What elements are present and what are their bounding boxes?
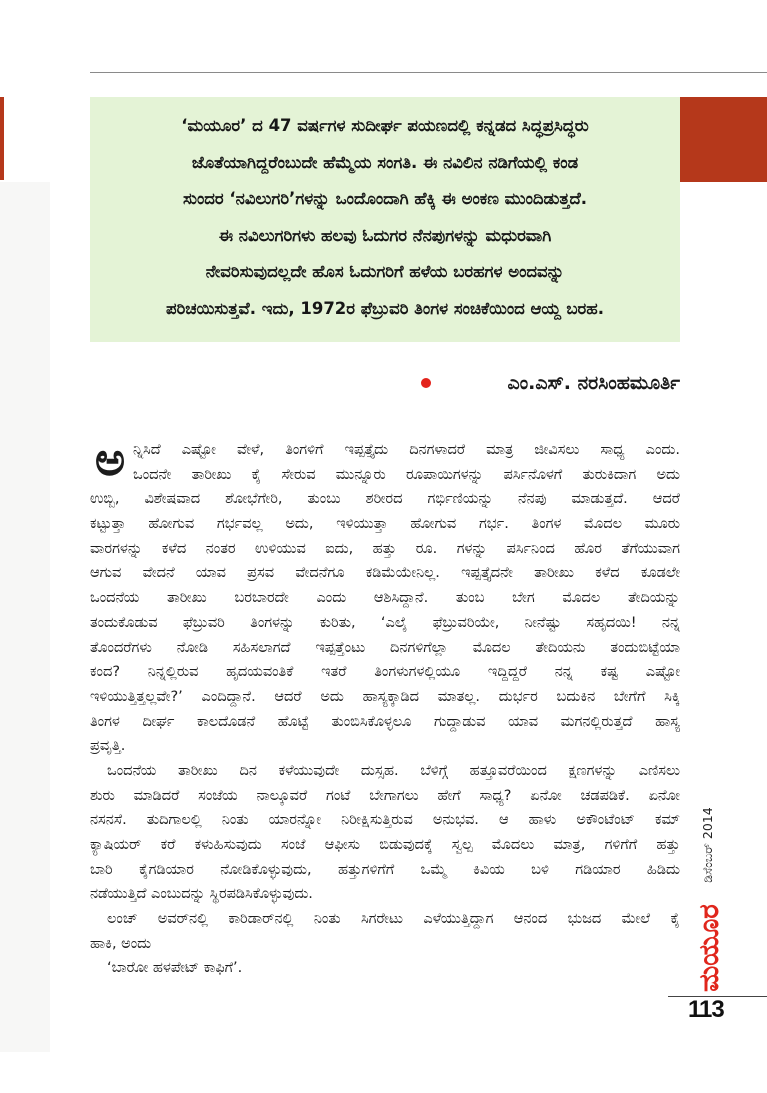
article-line: ಪ್ರವೃತ್ತಿ. [90,738,126,755]
top-rule [90,72,767,73]
article-line: ಉಬ್ಬಿ, ವಿಶೇಷವಾದ ಶೋಭೆಗೇರಿ, ತುಂಬು ಶರೀರದ ಗರ್ಭಿಣಿಯನ್ನು ನೆನಪು ಮಾಡುತ್ತದೆ. ಆದರೆ [90,491,680,508]
author-name: ಎಂ.ಎಸ್. ನರಸಿಂಹಮೂರ್ತಿ [507,372,680,394]
intro-line: ಈ ನವಿಲುಗರಿಗಳು ಹಲವು ಓದುಗರ ನೆನಪುಗಳನ್ನು ಮಧುರವಾಗಿ [218,225,552,245]
drop-cap: ಅ [94,434,126,484]
article-line: ಲಂಚ್ ಅವರ್‌ನಲ್ಲಿ ಕಾರಿಡಾರ್‌ನಲ್ಲಿ ನಿಂತು ಸಿಗರೇಟು ಎಳೆಯುತ್ತಿದ್ದಾಗ ಆನಂದ ಭುಜದ ಮೇಲೆ ಕೈ [107,911,680,928]
article-line: ‘ಬಾರೋ ಹಳಪೇಟ್ ಕಾಫಿಗೆ’. [107,960,243,977]
article-line: ಒಂದನೇ ತಾರೀಖು ಕೈ ಸೇರುವ ಮುನ್ನೂರು ರೂಪಾಯಿಗಳನ್ನು ಪರ್ಸಿನೊಳಗೆ ತುರುಕಿದಾಗ ಅದು [133,466,680,483]
intro-box [90,97,680,342]
issue-date: ಡಿಸೆಂಬರ್ 2014 [700,807,715,883]
article-line: ಒಂದನೆಯ ತಾರೀಖು ದಿನ ಕಳೆಯುವುದೇ ದುಸ್ಸಹ. ಬೆಳಿಗ್ಗೆ ಹತ್ತೂವರೆಯಿಂದ ಕ್ಷಣಗಳನ್ನು ಎಣಿಸಲು [107,762,680,779]
intro-line: ಸುಂದರ ‘ನವಿಲುಗರಿ’ಗಳನ್ನು ಒಂದೊಂದಾಗಿ ಹೆಕ್ಕಿ ಈ ಅಂಕಣ ಮುಂದಿಡುತ್ತದೆ. [182,189,588,208]
article-line: ಕಂದ? ನಿನ್ನಲ್ಲಿರುವ ಹೃದಯವಂತಿಕೆ ಇತರೆ ತಿಂಗಳುಗಳಲ್ಲಿಯೂ ಇದ್ದಿದ್ದರೆ ನನ್ನ ಕಷ್ಟ ಎಷ್ಟೋ [90,664,680,681]
bullet-dot-icon [421,378,431,388]
scan-margin-band [0,182,50,1052]
intro-line: ಜೊತೆಯಾಗಿದ್ದರೆಂಬುದೇ ಹೆಮ್ಮೆಯ ಸಂಗತಿ. ಈ ನವಿಲಿನ ನಡಿಗೆಯಲ್ಲಿ ಕಂಡ [191,152,579,172]
article-line: ನ್ನಿಸಿದೆ ಎಷ್ಟೋ ವೇಳೆ, ತಿಂಗಳಿಗೆ ಇಪ್ಪತ್ತೈದು ದಿನಗಳಾದರೆ ಮಾತ್ರ ಜೀವಿಸಲು ಸಾಧ್ಯ ಎಂದು. [133,442,680,458]
article-line: ಬಾರಿ ಕೈಗಡಿಯಾರ ನೋಡಿಕೊಳ್ಳುವುದು, ಹತ್ತುಗಳಿಗೆಗೆ ಒಮ್ಮೆ ಕಿವಿಯ ಬಳಿ ಗಡಿಯಾರ ಹಿಡಿದು [90,861,680,878]
left-accent-strip [0,97,4,180]
article-line: ತಿಂಗಳ ದೀರ್ಘ ಕಾಲದೊಡನೆ ಹೊಟ್ಟೆ ತುಂಬಿಸಿಕೊಳ್ಳಲೂ ಗುದ್ದಾಡುವ ಯಾವ ಮಗನಲ್ಲಿರುತ್ತದೆ ಹಾಸ್ಯ [90,713,680,730]
intro-line: ‘ಮಯೂರ’ ದ 47 ವರ್ಷಗಳ ಸುದೀರ್ಘ ಪಯಣದಲ್ಲಿ ಕನ್ನಡದ ಸಿದ್ಧಪ್ರಸಿದ್ಧರು [181,116,589,135]
article-line: ಆಗುವ ವೇದನೆ ಯಾವ ಪ್ರಸವ ವೇದನೆಗೂ ಕಡಿಮೆಯೇನಿಲ್ಲ. ಇಪ್ಪತ್ತೈದನೇ ತಾರೀಖು ಕಳೆದ ಕೂಡಲೇ [90,565,680,582]
article-line: ಒಂದನೆಯ ತಾರೀಖು ಬರಬಾರದೇ ಎಂದು ಆಶಿಸಿದ್ದಾನೆ. ತುಂಬ ಬೇಗ ಮೊದಲ ತೇದಿಯನ್ನು [90,590,680,607]
article-line: ನಸನಸೆ. ತುದಿಗಾಲಲ್ಲಿ ನಿಂತು ಯಾರನ್ನೋ ನಿರೀಕ್ಷಿಸುತ್ತಿರುವ ಅನುಭವ. ಆ ಹಾಳು ಅಕೌಂಟೆಂಟ್ ಕಮ್ [90,812,680,829]
intro-line: ನೇವರಿಸುವುದಲ್ಲದೇ ಹೊಸ ಓದುಗರಿಗೆ ಹಳೆಯ ಬರಹಗಳ ಅಂದವನ್ನು [205,262,565,281]
byline [421,368,680,398]
intro-line: ಪರಿಚಯಿಸುತ್ತವೆ. ಇದು, 1972ರ ಫೆಬ್ರುವರಿ ತಿಂಗಳ ಸಂಚಿಕೆಯಿಂದ ಆಯ್ದ ಬರಹ. [166,298,604,318]
magazine-logo: ಮಯೂರ [693,904,725,992]
article-line: ಕಟ್ಟುತ್ತಾ ಹೋಗುವ ಗರ್ಭವಲ್ಲ ಅದು, ಇಳಿಯುತ್ತಾ ಹೋಗುವ ಗರ್ಭ. ತಿಂಗಳ ಮೊದಲ ಮೂರು [90,516,680,533]
page-number: 113 [688,996,724,1023]
corner-accent-block [680,97,767,182]
article-body [90,438,680,981]
article-line: ತೊಂದರೆಗಳು ನೋಡಿ ಸಹಿಸಲಾಗದೆ ಇಪ್ಪತ್ತೆಂಟು ದಿನಗಳಿಗೆಲ್ಲಾ ಮೊದಲ ತೇದಿಯನು ತಂದುಬಿಟ್ಟೆಯಾ [90,639,680,656]
article-line: ವಾರಗಳನ್ನು ಕಳೆದ ನಂತರ ಉಳಿಯುವ ಐದು, ಹತ್ತು ರೂ. ಗಳನ್ನು ಪರ್ಸಿನಿಂದ ಹೊರ ತೆಗೆಯುವಾಗ [90,540,680,557]
article-line: ಹಾಕಿ, ಅಂದು [90,935,152,952]
article-line: ಇಳಿಯುತ್ತಿತ್ತಲ್ಲವೇ?’ ಎಂದಿದ್ದಾನೆ. ಆದರೆ ಅದು ಹಾಸ್ಯಕ್ಕಾಡಿದ ಮಾತಲ್ಲ. ದುರ್ಭರ ಬದುಕಿನ ಬೇಗೆಗೆ ಸಿಕ್ಕಿ [90,688,680,705]
article-line: ನಡೆಯುತ್ತಿದೆ ಎಂಬುದನ್ನು ಸ್ಥಿರಪಡಿಸಿಕೊಳ್ಳುವುದು. [90,886,313,903]
article-line: ತಂದುಕೊಡುವ ಫೆಬ್ರುವರಿ ತಿಂಗಳನ್ನು ಕುರಿತು, ‘ಎಲೈ ಫೆಬ್ರುವರಿಯೇ, ನೀನೆಷ್ಟು ಸಹೃದಯಿ! ನನ್ನ [90,614,680,631]
article-line: ಕ್ಯಾಷಿಯರ್ ಕರೆ ಕಳುಹಿಸುವುದು ಸಂಜೆ ಆಫೀಸು ಬಿಡುವುದಕ್ಕೆ ಸ್ವಲ್ಪ ಮೊದಲು ಮಾತ್ರ, ಗಳಿಗೆಗೆ ಹತ್ತು [90,837,680,853]
article-line: ಶುರು ಮಾಡಿದರೆ ಸಂಜೆಯ ನಾಲ್ಕೂವರೆ ಗಂಟೆ ಬೇಗಾಗಲು ಹೇಗೆ ಸಾಧ್ಯ? ಏನೋ ಚಡಪಡಿಕೆ. ಏನೋ [90,787,680,804]
